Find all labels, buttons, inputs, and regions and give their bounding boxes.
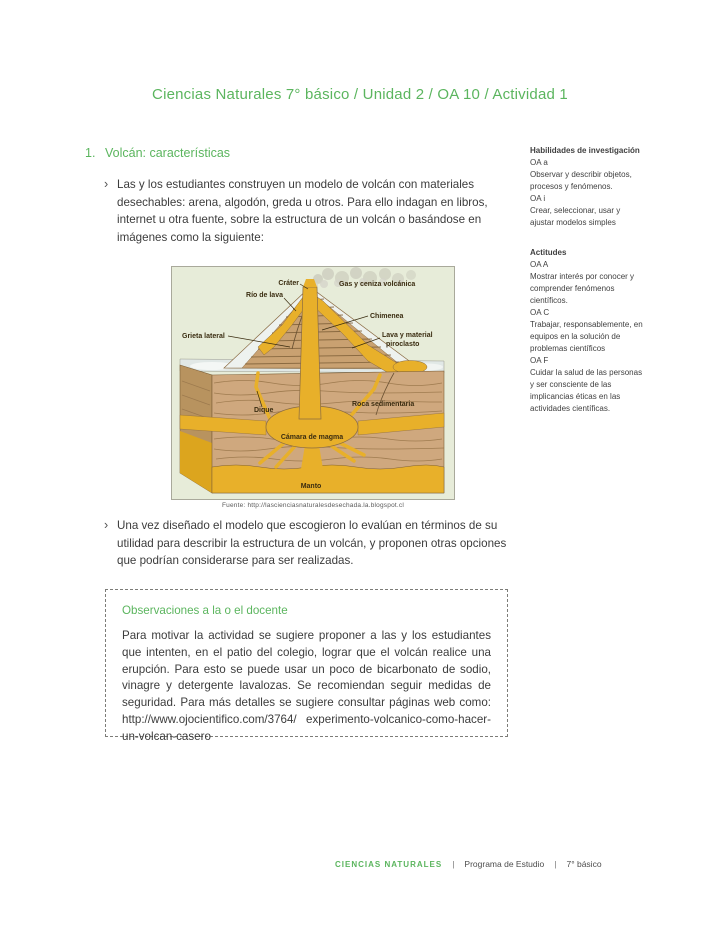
- footer-brand: CIENCIAS NATURALES: [335, 859, 443, 869]
- bullet-glyph: ›: [104, 177, 109, 191]
- sidebar-attitudes: [530, 247, 644, 415]
- label-roca-sedimentaria: Roca sedimentaria: [352, 401, 415, 408]
- sidebar-skills: [530, 145, 644, 229]
- volcano-diagram: [171, 266, 455, 500]
- activity-title: Volcán: características: [105, 146, 231, 160]
- label-gas-ceniza: Gas y ceniza volcánica: [339, 281, 416, 288]
- footer-grade: 7° básico: [566, 859, 602, 869]
- label-manto: Manto: [300, 483, 322, 490]
- oa-text: Mostrar interés por conocer y comprender fenómenos científicos.: [530, 272, 635, 305]
- teacher-notes-body: Para motivar la actividad se sugiere proponer a las y los estudiantes que intenten, en el patio del colegio, lograr que el volcán realice una erupción. Para esto se puede usar un poco de bicarbonato de sodio, vinagre y detergente lavalozas. Se recomiendan seguir medidas de seguridad. Para más detalles se sugiere consultar páginas web como: http://www.ojocientifico.com/3764/ experimento-volcanico-como-hacer-un-volcan-casero: [122, 629, 491, 743]
- label-chimenea: Chimenea: [370, 313, 404, 320]
- bullet-2-text: Una vez diseñado el modelo que escogieron lo evalúan en términos de su utilidad para describir la estructura de un volcán, y proponen otras opciones que podrían considerarse para ser realizadas.: [117, 519, 507, 568]
- activity-number: 1.: [85, 146, 96, 160]
- bullet-glyph: ›: [104, 518, 109, 532]
- activity-bullet-2: [104, 517, 518, 570]
- page-footer: [335, 859, 602, 869]
- oa-text: Crear, seleccionar, usar y ajustar modelos simples: [530, 206, 621, 227]
- label-dique: Dique: [254, 407, 274, 414]
- footer-separator: |: [452, 859, 455, 869]
- sidebar-attitudes-title: Actitudes: [530, 248, 567, 257]
- label-rio-de-lava: Río de lava: [246, 292, 283, 299]
- oa-code: OA C: [530, 308, 550, 317]
- oa-code: OA F: [530, 356, 549, 365]
- oa-text: Cuidar la salud de las personas y ser consciente de las implicancias éticas en las actividades científicas.: [530, 368, 643, 413]
- oa-text: Observar y describir objetos, procesos y fenómenos.: [530, 170, 632, 191]
- label-lava-material-1: Lava y material: [382, 332, 433, 339]
- volcano-diagram-svg: [172, 267, 454, 499]
- activity-bullet-1: [104, 176, 518, 246]
- document-title: Ciencias Naturales 7° básico / Unidad 2 / OA 10 / Actividad 1: [152, 86, 568, 103]
- label-lava-material-2: piroclasto: [386, 341, 420, 348]
- oa-code: OA A: [530, 260, 549, 269]
- footer-program: Programa de Estudio: [464, 859, 545, 869]
- footer-separator: |: [554, 859, 557, 869]
- figure-caption: Fuente: http://lascienciasnaturalesdesechada.la.blogspot.cl: [222, 502, 404, 509]
- bullet-1-text: Las y los estudiantes construyen un modelo de volcán con materiales desechables: arena, algodón, greda u otros. Para ello indagan en libros, internet u otra fuente, sobre la estructura de un volcán o basándose en imágenes como la siguiente:: [117, 178, 488, 244]
- sidebar-skills-title: Habilidades de investigación: [530, 146, 640, 155]
- label-camara-magma: Cámara de magma: [280, 434, 344, 441]
- activity-heading: [85, 146, 230, 160]
- teacher-notes-box: [105, 589, 508, 743]
- teacher-notes-title: Observaciones a la o el docente: [122, 604, 288, 617]
- oa-code: OA i: [530, 194, 546, 203]
- oa-text: Trabajar, responsablemente, en equipos en la solución de problemas científicos: [530, 320, 643, 353]
- oa-code: OA a: [530, 158, 548, 167]
- label-grieta-lateral: Grieta lateral: [182, 333, 225, 340]
- label-crater: Cráter: [278, 280, 299, 287]
- volcano-figure: [171, 266, 455, 509]
- sidebar: [530, 145, 644, 415]
- mantle-layer: [212, 465, 444, 493]
